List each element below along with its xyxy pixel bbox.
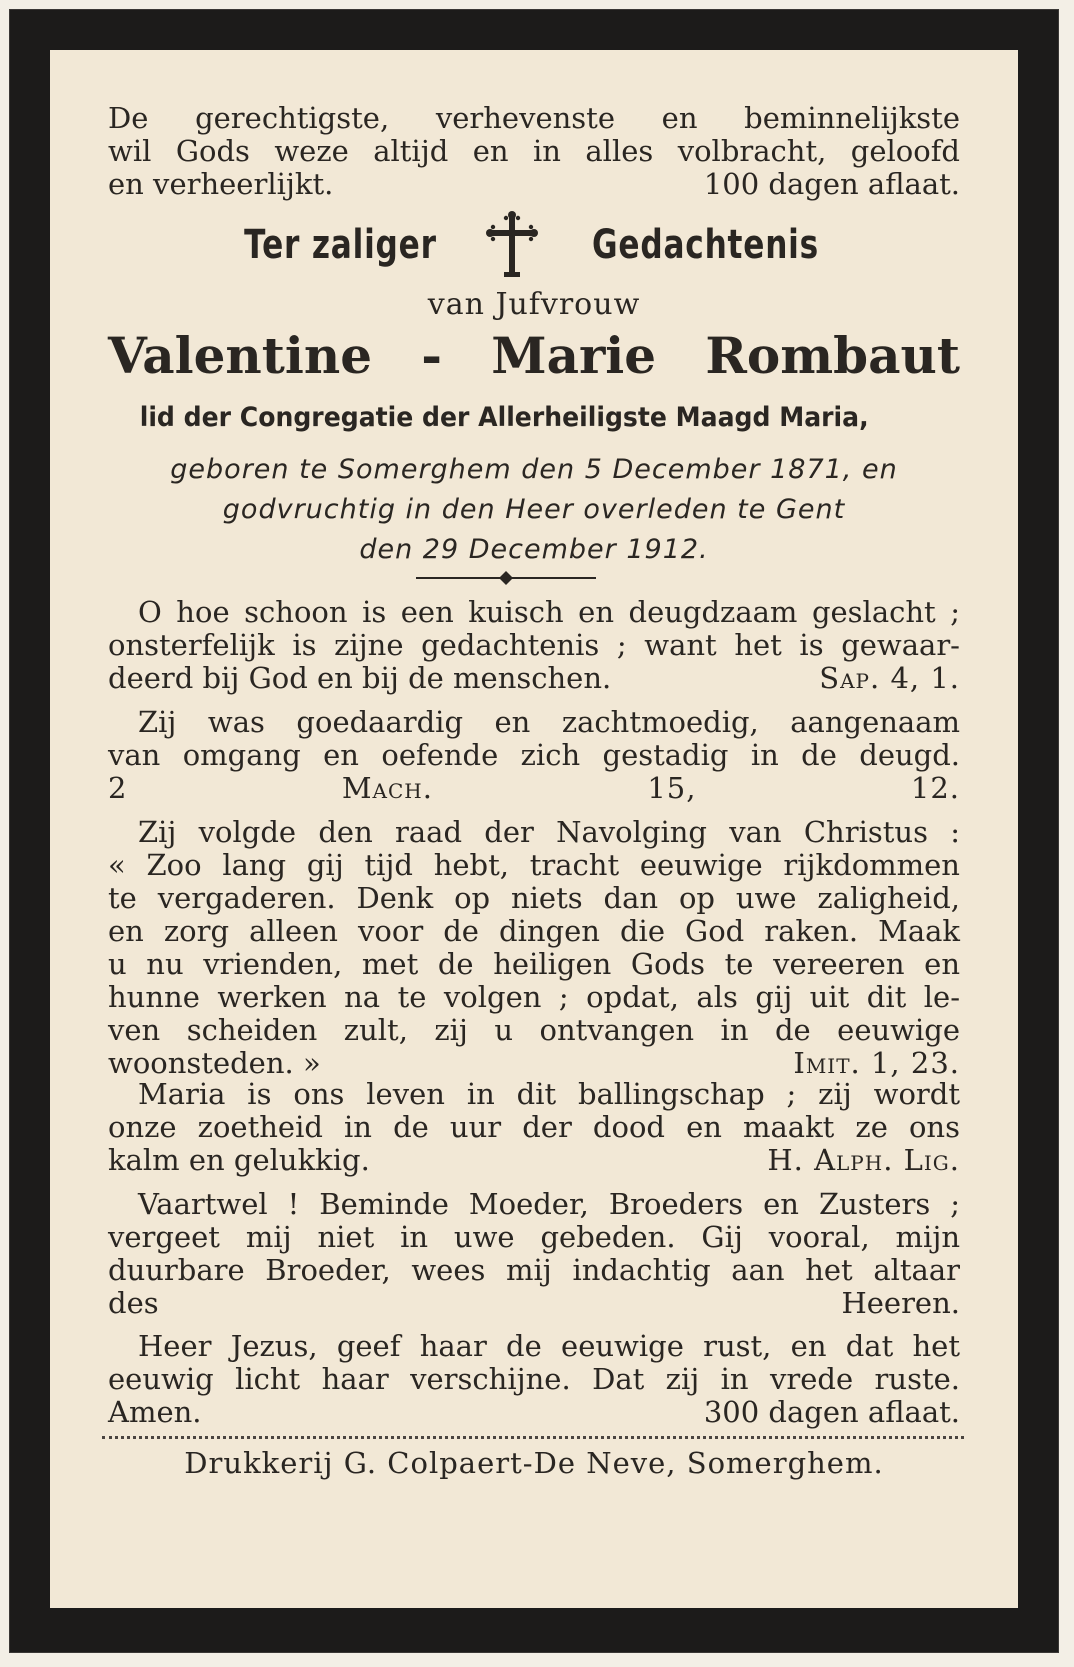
p6-line-1: Heer Jezus, geef haar de eeuwige rust, en dat het: [138, 1329, 960, 1363]
footer-rule: [102, 1436, 964, 1439]
opening-line-2: wil Gods weze altijd en in alles volbracht, geloofd: [108, 134, 960, 168]
opening-line-3: en verheerlijkt.: [108, 167, 334, 201]
title-right: Gedachtenis: [591, 222, 819, 268]
p3-line-1: Zij volgde den raad der Navolging van Christus :: [138, 815, 960, 849]
imitation-paragraph: [108, 816, 960, 1080]
p2-line-1: Zij was goedaardig en zachtmoedig, aangenaam: [138, 705, 960, 739]
memorial-card: [50, 50, 1018, 1608]
p2-reference: 2 Mach. 15, 12.: [108, 771, 960, 805]
name-middle: Marie: [491, 326, 657, 385]
opening-line-1: De gerechtigste, verhevenste en beminnelijkste: [108, 101, 960, 135]
p3-reference: Imit. 1, 23.: [793, 1046, 960, 1080]
p6-line-3: Amen.: [108, 1395, 202, 1429]
maria-paragraph: [108, 1078, 960, 1177]
p3-line-4: en zorg alleen voor de dingen die God raken. Maak: [108, 914, 960, 948]
bio-line-2: godvruchtig in den Heer overleden te Gent: [222, 494, 846, 525]
opening-indulgence: 100 dagen aflaat.: [703, 167, 960, 201]
prayer-paragraph: [108, 1330, 960, 1429]
p1-line-3: deerd bij God en bij de menschen.: [108, 661, 612, 695]
name-last: Rombaut: [705, 326, 960, 385]
title-row: [50, 210, 1018, 280]
p1-line-1: O hoe schoon is een kuisch en deugdzaam geslacht ;: [138, 595, 960, 629]
name-first: Valentine: [108, 326, 373, 385]
p1-line-2: onsterfelijk is zijne gedachtenis ; want het is gewaar-: [108, 628, 960, 662]
biography: [50, 450, 1018, 570]
scripture-paragraph-2: [108, 706, 960, 805]
opening-prayer: [108, 102, 960, 201]
p5-line-1: Vaartwel ! Beminde Moeder, Broeders en Zusters ;: [138, 1187, 960, 1221]
bio-line-3: den 29 December 1912.: [359, 534, 709, 565]
p6-line-2: eeuwig licht haar verschijne. Dat zij in vrede ruste.: [108, 1362, 960, 1396]
printer-imprint: Drukkerij G. Colpaert-De Neve, Somerghem.: [184, 1446, 884, 1480]
p4-line-1: Maria is ons leven in dit ballingschap ; zij wordt: [138, 1077, 960, 1111]
p3-line-3: te vergaderen. Denk op niets dan op uwe zaligheid,: [108, 881, 960, 915]
ornate-cross-icon: [486, 210, 538, 280]
subtitle: van Jufvrouw: [427, 287, 641, 322]
name-dash: -: [421, 326, 442, 385]
p3-line-6: hunne werken na te volgen ; opdat, als gij uit dit le-: [108, 980, 960, 1014]
p3-line-5: u nu vrienden, met de heiligen Gods te vereeren en: [108, 947, 960, 981]
deceased-name: [108, 326, 960, 385]
p3-line-2: « Zoo lang gij tijd hebt, tracht eeuwige rijkdommen: [108, 848, 960, 882]
p4-line-3: kalm en gelukkig.: [108, 1143, 370, 1177]
farewell-paragraph: [108, 1188, 960, 1320]
p4-reference: H. Alph. Lig.: [767, 1143, 960, 1177]
p1-reference: Sap. 4, 1.: [819, 661, 960, 695]
p5-line-3: duurbare Broeder, wees mij indachtig aan het altaar: [108, 1253, 960, 1287]
p3-line-8: woonsteden. »: [108, 1046, 321, 1080]
p2-line-2: van omgang en oefende zich gestadig in de deugd.: [108, 738, 960, 772]
bio-line-1: geboren te Somerghem den 5 December 1871, en: [170, 454, 898, 485]
scripture-paragraph-1: [108, 596, 960, 695]
p5-line-2: vergeet mij niet in uwe gebeden. Gij vooral, mijn: [108, 1220, 960, 1254]
p3-line-7: ven scheiden zult, zij u ontvangen in de eeuwige: [108, 1013, 960, 1047]
diamond-divider: [416, 570, 596, 586]
p4-line-2: onze zoetheid in de uur der dood en maakt ze ons: [108, 1110, 960, 1144]
title-left: Ter zaliger: [244, 222, 437, 268]
p6-indulgence: 300 dagen aflaat.: [703, 1395, 960, 1429]
congregation-line: lid der Congregatie der Allerheiligste Maagd Maria,: [139, 402, 869, 433]
p5-line-4: des Heeren.: [108, 1286, 960, 1320]
